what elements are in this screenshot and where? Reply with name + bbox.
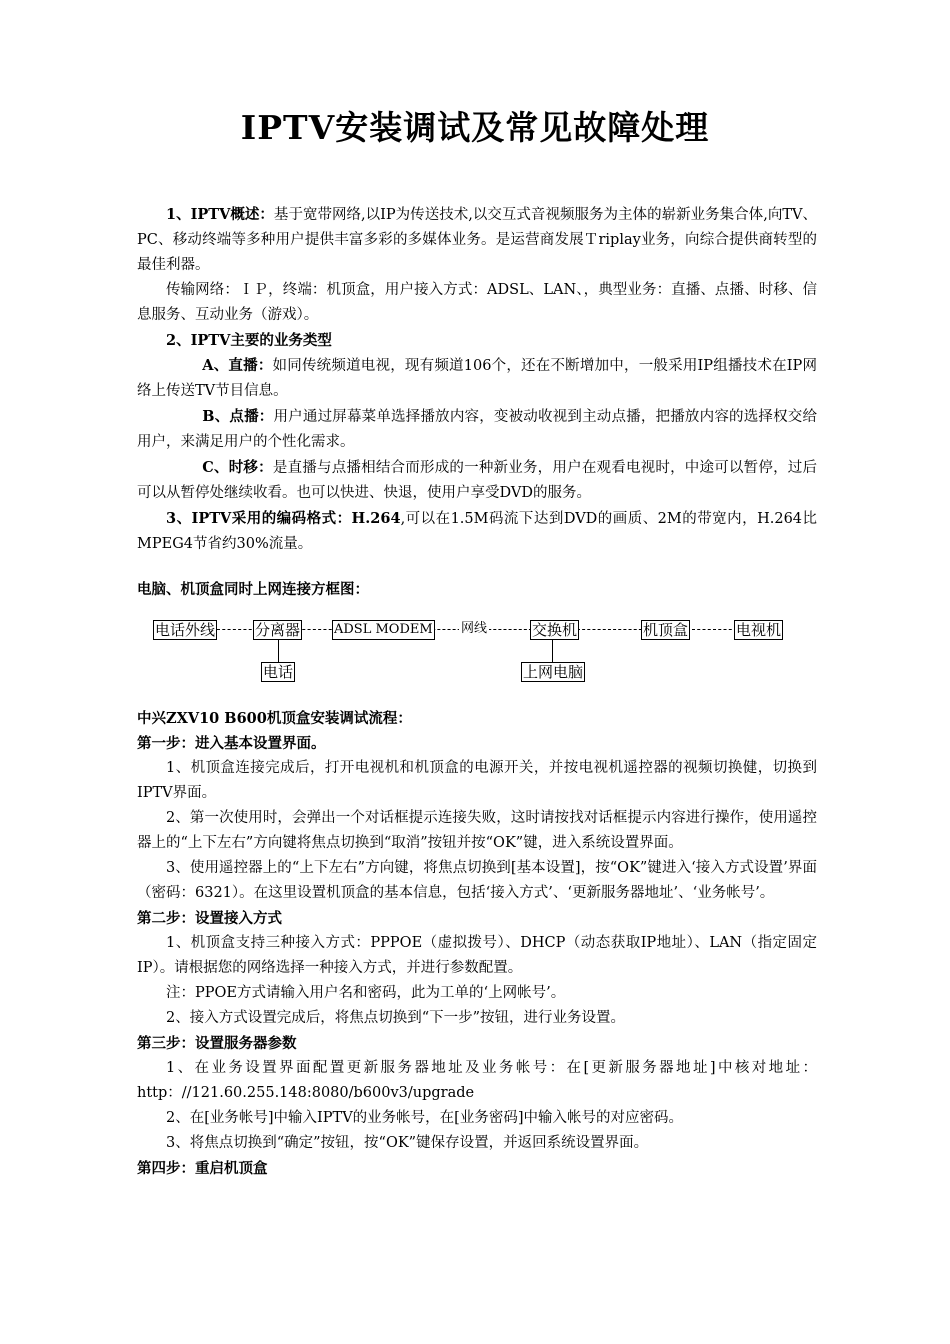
link-line bbox=[217, 629, 257, 630]
step-title: 第二步：设置接入方式 bbox=[137, 910, 282, 927]
service-live bbox=[137, 353, 817, 404]
branch-line bbox=[278, 640, 279, 662]
diagram-heading: 电脑、机顶盒同时上网连接方框图： bbox=[137, 581, 369, 598]
link-label: 网线 bbox=[461, 621, 488, 636]
overview-text: 基于宽带网络,以IP为传送技术,以交互式音视频服务为主体的崭新业务集合体,向TV、PC、移动终端等多种用户提供丰富多彩的多媒体业务。是运营商发展Ｔriplay业务，向综合提供商转型的最佳利器。 bbox=[137, 207, 817, 273]
step-title: 第一步：进入基本设置界面。 bbox=[137, 735, 326, 752]
branch-line bbox=[552, 640, 553, 662]
step-paragraph: 1、在业务设置界面配置更新服务器地址及业务帐号：在[更新服务器地址]中核对地址：http：//121.60.255.148:8080/b600v3/upgrade bbox=[137, 1060, 817, 1101]
services-heading: 2、IPTV主要的业务类型 bbox=[166, 332, 332, 349]
link-line bbox=[577, 629, 647, 630]
encoding-text: ,可以在1.5M码流下达到DVD的画质、2M的带宽内，H.264比MPEG4节省约30%流量。 bbox=[137, 511, 817, 552]
service-text: 用户通过屏幕菜单选择播放内容，变被动收视到主动点播，把播放内容的选择权交给用户，来满足用户的个性化需求。 bbox=[137, 409, 817, 450]
service-timeshift bbox=[137, 455, 817, 506]
document-body bbox=[137, 202, 817, 1181]
step-paragraph: 1、机顶盒支持三种接入方式：PPPOE（虚拟拨号）、DHCP（动态获取IP地址）、LAN（指定固定IP）。请根据您的网络选择一种接入方式，并进行参数配置。 bbox=[137, 935, 817, 976]
diagram-node-adsl-modem: ADSL MODEM bbox=[332, 620, 435, 640]
transport-paragraph: 传输网络：ＩＰ，终端：机顶盒，用户接入方式：ADSL、LAN、，典型业务：直播、点播、时移、信息服务、互动业务（游戏）。 bbox=[137, 282, 817, 323]
overview-heading: 1、IPTV概述： bbox=[166, 206, 274, 223]
connection-diagram bbox=[137, 610, 817, 690]
diagram-node-set-top-box: 机顶盒 bbox=[643, 621, 689, 639]
overview-paragraph bbox=[137, 202, 817, 278]
diagram-node-switch: 交换机 bbox=[532, 621, 578, 639]
diagram-node-phone-line: 电话外线 bbox=[155, 621, 216, 639]
service-vod bbox=[137, 404, 817, 455]
link-line bbox=[692, 629, 737, 630]
step-paragraph: 2、第一次使用时，会弹出一个对话框提示连接失败，这时请按找对话框提示内容进行操作，使用遥控器上的“上下左右”方向键将焦点切换到“取消”按钮并按“OK”键，进入系统设置界面。 bbox=[137, 810, 817, 851]
service-label: C、时移： bbox=[202, 459, 273, 476]
encoding-paragraph bbox=[137, 506, 817, 557]
encoding-heading: 3、IPTV采用的编码格式：H.264 bbox=[166, 510, 401, 527]
link-line bbox=[297, 629, 337, 630]
diagram-node-tv: 电视机 bbox=[736, 621, 782, 639]
step-paragraph: 2、接入方式设置完成后，将焦点切换到“下一步”按钮，进行业务设置。 bbox=[166, 1010, 626, 1026]
diagram-node-pc: 上网电脑 bbox=[523, 663, 584, 681]
service-label: A、直播： bbox=[202, 357, 273, 374]
step-title: 第四步：重启机顶盒 bbox=[137, 1160, 268, 1177]
step-paragraph: 3、使用遥控器上的“上下左右”方向键，将焦点切换到[基本设置]，按“OK”键进入‘接入方式设置’界面（密码：6321）。在这里设置机顶盒的基本信息，包括‘接入方式’、‘更新服务器地址’、‘业务帐号’。 bbox=[137, 860, 817, 901]
service-text: 如同传统频道电视，现有频道106个，还在不断增加中，一般采用IP组播技术在IP网络上传送TV节目信息。 bbox=[137, 358, 817, 399]
service-text: 是直播与点播相结合而形成的一种新业务，用户在观看电视时，中途可以暂停，过后可以从暂停处继续收看。也可以快进、快退，使用户享受DVD的服务。 bbox=[137, 460, 817, 501]
step-paragraph: 2、在[业务帐号]中输入IPTV的业务帐号，在[业务密码]中输入帐号的对应密码。 bbox=[166, 1110, 683, 1126]
diagram-node-telephone: 电话 bbox=[263, 663, 294, 681]
page-title: IPTV安装调试及常见故障处理 bbox=[240, 108, 710, 147]
diagram-node-splitter: 分离器 bbox=[255, 621, 301, 639]
step-paragraph: 注：PPOE方式请输入用户名和密码，此为工单的‘上网帐号’。 bbox=[166, 985, 566, 1001]
procedure-heading: 中兴ZXV10 B600机顶盒安装调试流程： bbox=[137, 710, 412, 727]
step-paragraph: 1、机顶盒连接完成后，打开电视机和机顶盒的电源开关，并按电视机遥控器的视频切换健，切换到IPTV界面。 bbox=[137, 760, 817, 801]
service-label: B、点播： bbox=[202, 408, 274, 425]
step-paragraph: 3、将焦点切换到“确定”按钮，按“OK”键保存设置，并返回系统设置界面。 bbox=[166, 1135, 649, 1151]
step-title: 第三步：设置服务器参数 bbox=[137, 1035, 297, 1052]
